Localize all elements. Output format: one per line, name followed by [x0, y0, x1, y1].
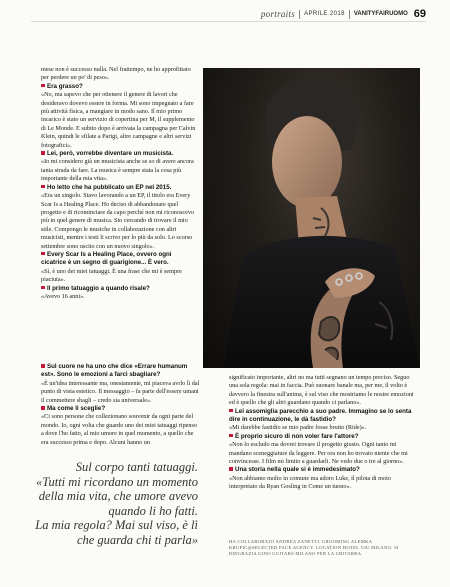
answer: «Io mi considero già un musicista anche se so di avere ancora tanta strada da fare. La musica è sempre stata la cosa più importante della mia vita».	[41, 158, 194, 183]
question: Sul cuore ne ha uno che dice «Errare humanum est». Sono le emozioni a farci sbagliare?	[41, 363, 201, 380]
question: Lei, però, vorrebbe diventare un musicista.	[41, 150, 198, 158]
portrait-photo	[203, 68, 420, 368]
portrait-illustration	[203, 68, 420, 368]
question: Una storia nella quale si è immedesimato?	[229, 466, 419, 474]
pull-quote-line: La mia regola? Mai sul viso, è lì che guarda chi ti parla»	[35, 518, 198, 547]
pull-quote-line: Sul corpo tanti tatuaggi.	[75, 460, 198, 474]
page-header	[261, 7, 426, 21]
question: Ho letto che ha pubblicato un EP nel 2015.	[41, 184, 198, 192]
answer: «Sì, è uno dei miei tatuaggi. È una frase che mi è sempre piaciuta».	[41, 267, 182, 284]
question: Ma come li sceglie?	[41, 405, 201, 413]
issue-date: APRILE 2018	[304, 11, 345, 17]
magazine-name: VANITYFAIRUOMO	[353, 11, 408, 17]
answer: «No, ma sapevo che per ottenere il genere di lavori che desideravo dovevo essere in forma. Mi sono impegnato a fare più attività fisica, a mangiare in modo sano. Il mio primo incarico è stato un servizio di copertina per M, il supplemento di Le Monde. E subito dopo è arrivata la campagna per Calvin Klein, quindi le sfilate a Parigi, altre campagne e altri servizi fotografici».	[41, 91, 196, 149]
answer: «Non abbiamo molto in comune ma adoro Luke, il pilota di moto interpretato da Ryan Gosling in Come un tuono».	[229, 474, 391, 491]
question: Lei assomiglia parecchio a suo padre. Immagino se lo senta dire in continuazione, le dà fastidio?	[229, 408, 419, 425]
pull-quote	[32, 460, 198, 547]
answer: significato importante, altri no ma tutti segnano un tempo preciso. Seguo una sola regola: mai in faccia. Può suonare banale ma, per me, il volto è davvero la finestra sull'anima, è sul viso che mostriamo le nostre emozioni ed è quello che gli altri guardano quando ci parlano».	[229, 374, 414, 407]
answer: «È un'idea interessante ma, onestamente, mi piaceva avrlo lì dal punto di vista estetico. Il messaggio – fa parte dell'essere umani il commettere sbagli – credo sia universale».	[41, 379, 200, 404]
header-separator	[349, 10, 350, 19]
pull-quote-line: «Tutti mi ricordano un momento della mia vita, che umore avevo quando li ho fatti.	[35, 474, 198, 518]
body-paragraph: mese non è successo nulla. Nel frattempo, ne ho approfittato per perdere un po' di peso».	[41, 66, 191, 82]
question: Every Scar Is a Healing Place, ovvero ogni cicatrice è un segno di guarigione... È vero.	[41, 251, 198, 268]
question: Il primo tatuaggio a quando risale?	[41, 285, 198, 293]
answer: «Avevo 16 anni».	[41, 292, 85, 300]
question: Era grasso?	[41, 83, 198, 91]
answer: «Mi darebbe fastidio se mio padre fosse brutto (Ride)».	[229, 424, 367, 432]
photo-credits: HA COLLABORATO ANDREA ZANETTI. GROOMING ALEMKA KRUPIC@SELECTED FACE AGENCY. LOCATION HOTEL VIU MILANO. SI RINGRAZIA GINO GUITARS MILANO PER LA CHITARRA.	[229, 539, 399, 557]
face	[272, 116, 342, 208]
answer: «Era un singolo. Stavo lavorando a un EP, il titolo era Every Scar Is a Healing Place. Ho deciso di abbandonare quel progetto e di ricominciare da capo perché non mi riconoscevo più in quel genere di musica. Sto cercando di trovare il mio stile. Compongo le musiche in collaborazione con altri musicisti, mentre i testi li scrivo per lo più da solo. Lo scorso settembre sono uscito con un nuovo singolo».	[41, 192, 195, 250]
section-label: portraits	[260, 9, 296, 19]
question: È proprio sicuro di non voler fare l'attore?	[229, 433, 419, 441]
page-number: 69	[413, 8, 426, 20]
article-column-2	[229, 374, 419, 492]
header-rule	[31, 21, 426, 22]
article-column-1	[41, 66, 198, 301]
answer: «Non lo escludo ma dovrei trovare il progetto giusto. Ogni tanto mi mandano sceneggiature da leggere. Per ora non ho trovato niente che mi convincesse. I film mi limito a guardarli. Ne vedo due o tre al giorno».	[229, 441, 408, 466]
answer: «Ci sono persone che collezionano souvenir da ogni parte del mondo. Io, ogni volta che guardo uno dei miei tatuaggi ripenso a dove l'ho fatto, al mio umore in quel momento, a quello che era successo prima e dopo. Alcuni hanno un	[41, 413, 198, 446]
article-column-1-lower	[41, 363, 201, 447]
header-separator	[299, 10, 300, 19]
